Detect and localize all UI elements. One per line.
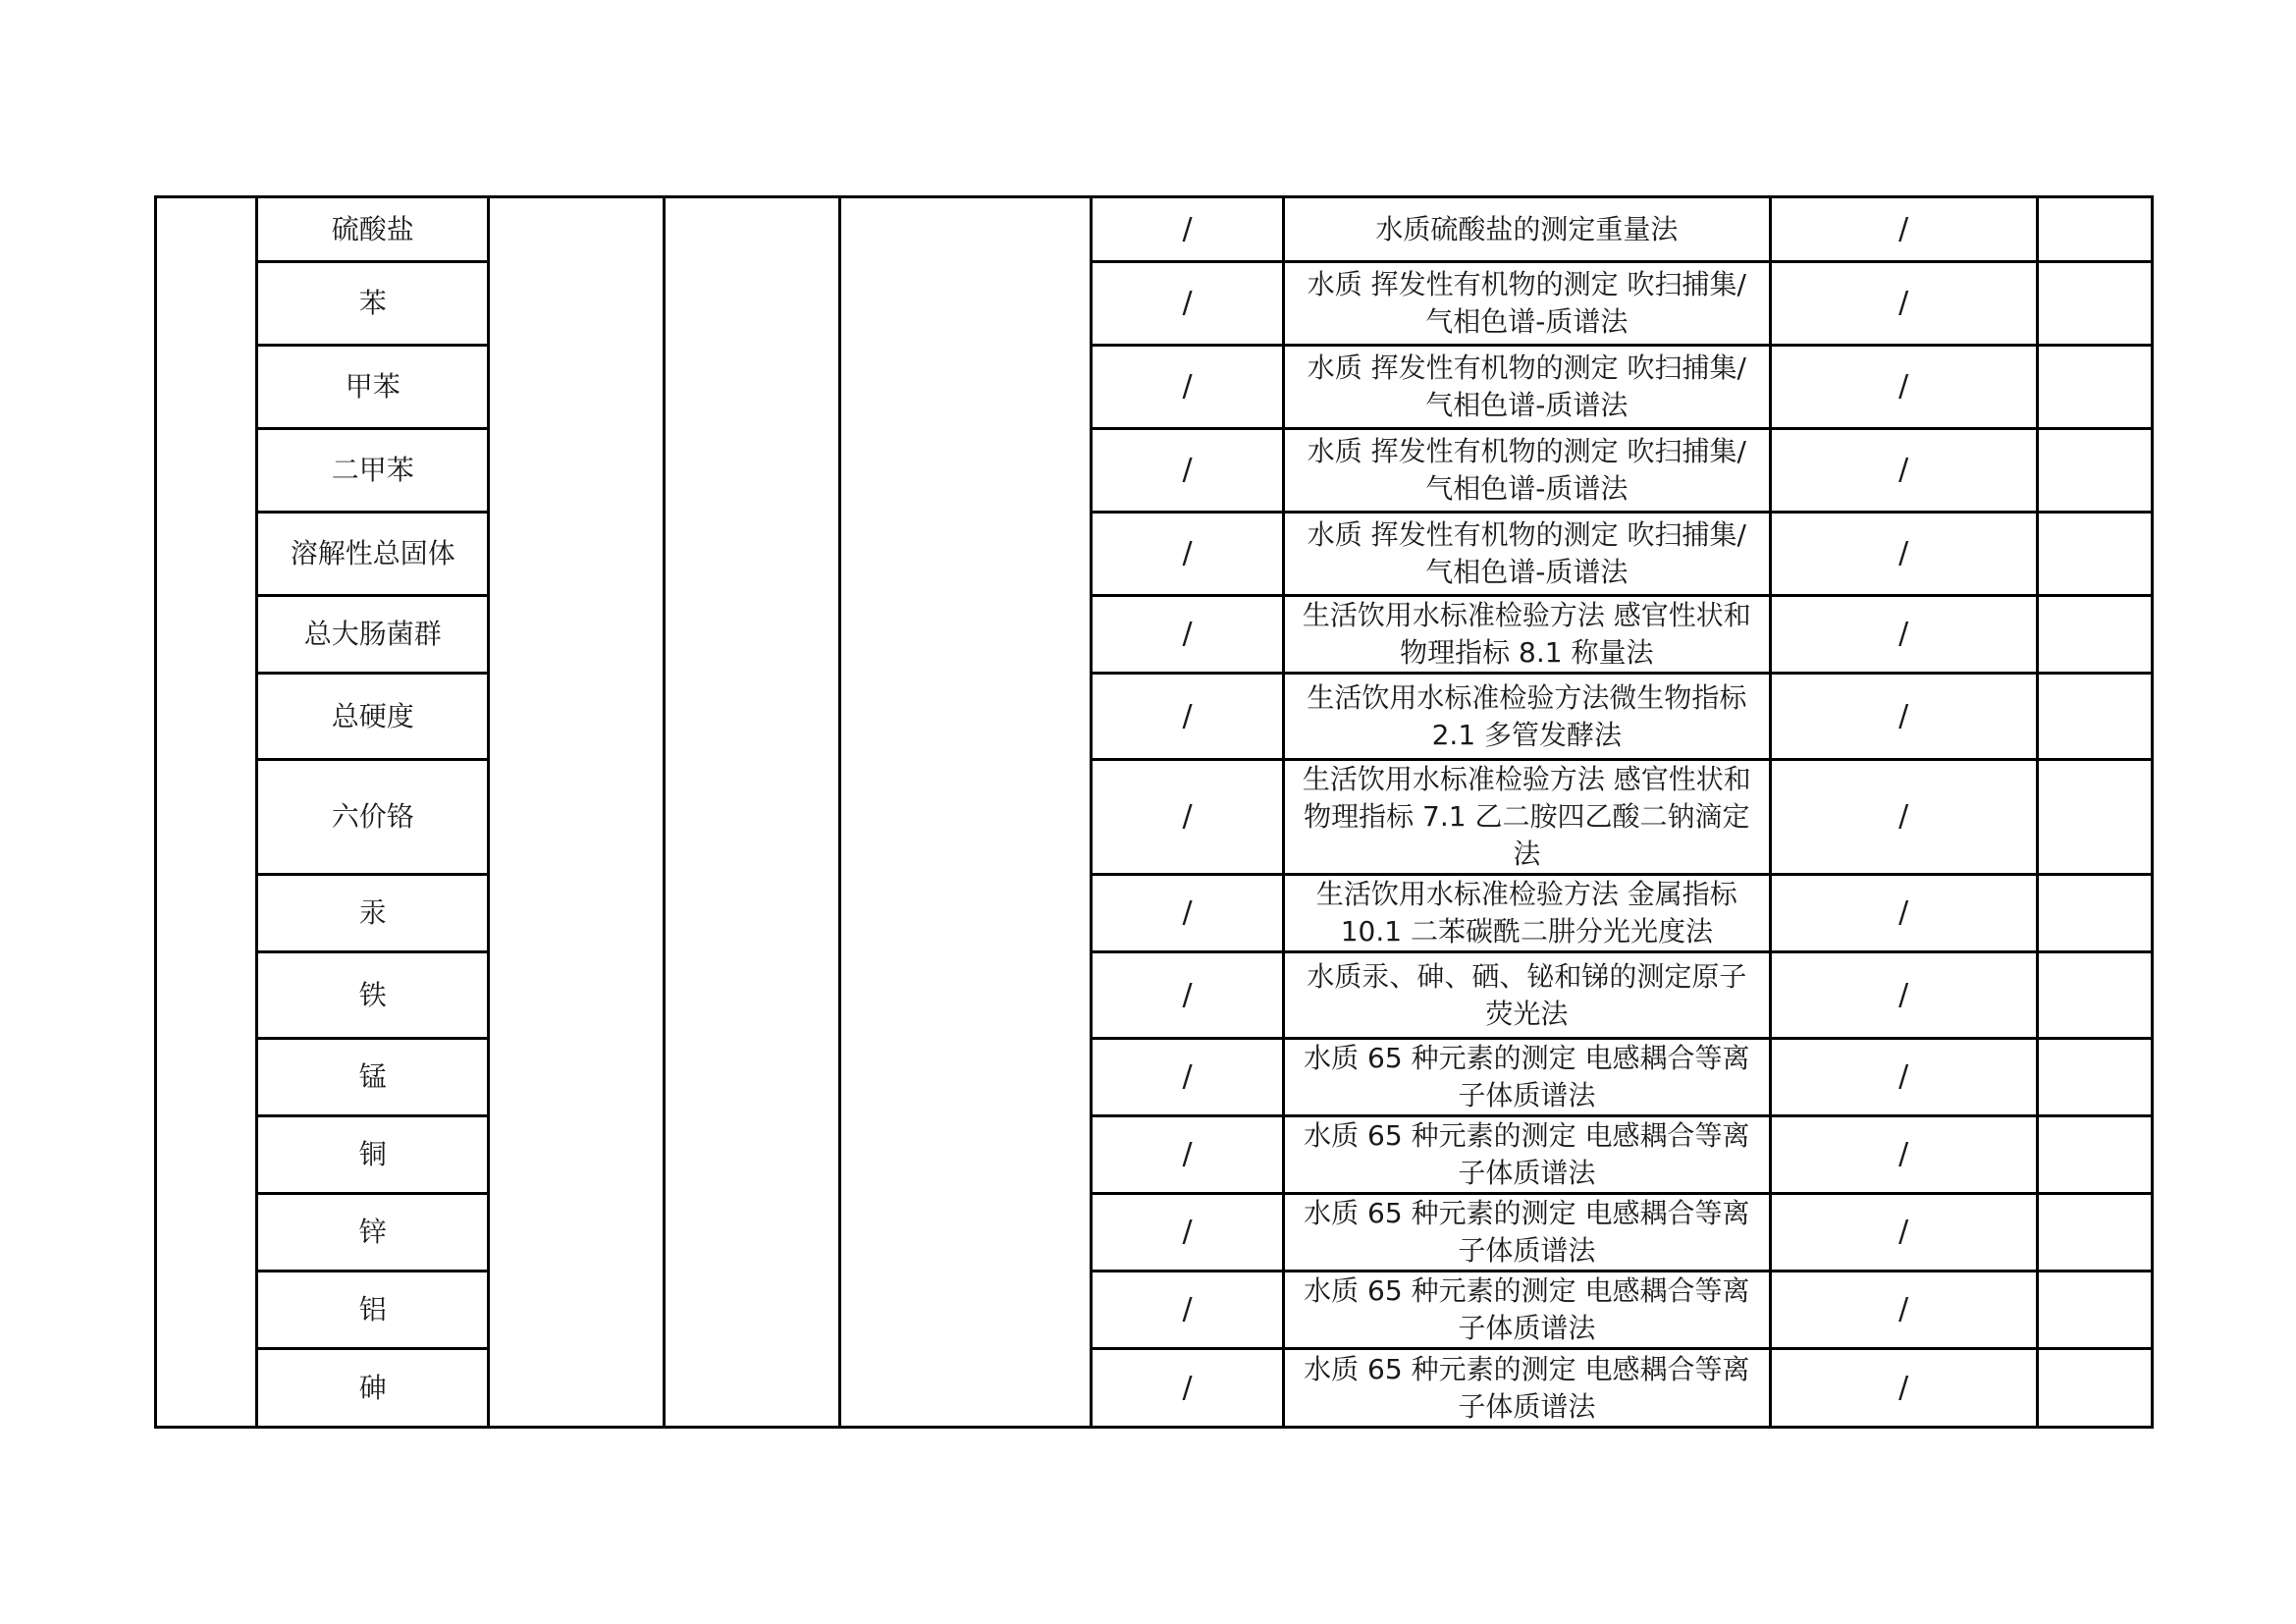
item-cell: 锌 [257, 1194, 489, 1272]
item-cell: 硫酸盐 [257, 197, 489, 262]
method-cell: 水质 65 种元素的测定 电感耦合等离子体质谱法 [1284, 1116, 1770, 1194]
empty-cell [2037, 952, 2152, 1039]
method-cell: 水质 65 种元素的测定 电感耦合等离子体质谱法 [1284, 1039, 1770, 1116]
item-cell: 六价铬 [257, 760, 489, 875]
item-cell: 汞 [257, 875, 489, 952]
slash-cell: / [1091, 346, 1283, 429]
method-cell: 水质 65 种元素的测定 电感耦合等离子体质谱法 [1284, 1272, 1770, 1349]
item-cell: 锰 [257, 1039, 489, 1116]
item-cell: 铁 [257, 952, 489, 1039]
method-cell: 生活饮用水标准检验方法 金属指标 10.1 二苯碳酰二肼分光光度法 [1284, 875, 1770, 952]
method-cell: 生活饮用水标准检验方法 感官性状和物理指标 8.1 称量法 [1284, 596, 1770, 674]
table-row [156, 760, 2153, 875]
slash-cell: / [1091, 674, 1283, 760]
slash-cell: / [1091, 760, 1283, 875]
item-cell: 砷 [257, 1349, 489, 1428]
slash-cell-2: / [1770, 1349, 2037, 1428]
table-row [156, 346, 2153, 429]
slash-cell-2: / [1770, 596, 2037, 674]
slash-cell-2: / [1770, 1116, 2037, 1194]
slash-cell: / [1091, 596, 1283, 674]
slash-cell-2: / [1770, 760, 2037, 875]
slash-cell: / [1091, 1272, 1283, 1349]
method-cell: 水质 挥发性有机物的测定 吹扫捕集/气相色谱-质谱法 [1284, 513, 1770, 596]
slash-cell: / [1091, 952, 1283, 1039]
method-cell: 水质 65 种元素的测定 电感耦合等离子体质谱法 [1284, 1194, 1770, 1272]
slash-cell: / [1091, 1349, 1283, 1428]
table-row [156, 513, 2153, 596]
table-row [156, 1272, 2153, 1349]
slash-cell: / [1091, 262, 1283, 346]
item-cell: 总硬度 [257, 674, 489, 760]
empty-cell [2037, 674, 2152, 760]
merged-cell-col1 [156, 197, 257, 1428]
item-cell: 甲苯 [257, 346, 489, 429]
slash-cell-2: / [1770, 262, 2037, 346]
empty-cell [2037, 1116, 2152, 1194]
item-cell: 铜 [257, 1116, 489, 1194]
table-row [156, 875, 2153, 952]
slash-cell: / [1091, 513, 1283, 596]
slash-cell: / [1091, 429, 1283, 513]
empty-cell [2037, 197, 2152, 262]
method-cell: 生活饮用水标准检验方法微生物指标 2.1 多管发酵法 [1284, 674, 1770, 760]
empty-cell [2037, 1272, 2152, 1349]
table-body [156, 197, 2153, 1428]
empty-cell [2037, 760, 2152, 875]
table-row [156, 596, 2153, 674]
empty-cell [2037, 262, 2152, 346]
slash-cell: / [1091, 197, 1283, 262]
item-cell: 二甲苯 [257, 429, 489, 513]
slash-cell: / [1091, 875, 1283, 952]
slash-cell-2: / [1770, 1039, 2037, 1116]
slash-cell: / [1091, 1194, 1283, 1272]
table-row [156, 1194, 2153, 1272]
table-row [156, 197, 2153, 262]
empty-cell [2037, 1194, 2152, 1272]
slash-cell-2: / [1770, 674, 2037, 760]
item-cell: 铝 [257, 1272, 489, 1349]
slash-cell: / [1091, 1116, 1283, 1194]
empty-cell [2037, 346, 2152, 429]
table-row [156, 1116, 2153, 1194]
empty-cell [2037, 513, 2152, 596]
method-cell: 水质 挥发性有机物的测定 吹扫捕集/气相色谱-质谱法 [1284, 429, 1770, 513]
slash-cell-2: / [1770, 346, 2037, 429]
item-cell: 总大肠菌群 [257, 596, 489, 674]
method-cell: 水质 挥发性有机物的测定 吹扫捕集/气相色谱-质谱法 [1284, 346, 1770, 429]
table-row [156, 674, 2153, 760]
table-row [156, 429, 2153, 513]
merged-cell-col5 [839, 197, 1091, 1428]
slash-cell-2: / [1770, 429, 2037, 513]
method-cell: 水质汞、砷、硒、铋和锑的测定原子荧光法 [1284, 952, 1770, 1039]
merged-cell-col4 [665, 197, 839, 1428]
table-row [156, 1349, 2153, 1428]
method-cell: 水质 65 种元素的测定 电感耦合等离子体质谱法 [1284, 1349, 1770, 1428]
slash-cell-2: / [1770, 513, 2037, 596]
table-row [156, 262, 2153, 346]
table-row [156, 1039, 2153, 1116]
empty-cell [2037, 429, 2152, 513]
slash-cell: / [1091, 1039, 1283, 1116]
slash-cell-2: / [1770, 875, 2037, 952]
merged-cell-col3 [489, 197, 665, 1428]
table-row [156, 952, 2153, 1039]
item-cell: 苯 [257, 262, 489, 346]
method-cell: 水质 挥发性有机物的测定 吹扫捕集/气相色谱-质谱法 [1284, 262, 1770, 346]
empty-cell [2037, 596, 2152, 674]
slash-cell-2: / [1770, 952, 2037, 1039]
slash-cell-2: / [1770, 1194, 2037, 1272]
empty-cell [2037, 875, 2152, 952]
slash-cell-2: / [1770, 197, 2037, 262]
test-method-table [154, 195, 2154, 1429]
slash-cell-2: / [1770, 1272, 2037, 1349]
method-cell: 生活饮用水标准检验方法 感官性状和物理指标 7.1 乙二胺四乙酸二钠滴定法 [1284, 760, 1770, 875]
method-cell: 水质硫酸盐的测定重量法 [1284, 197, 1770, 262]
item-cell: 溶解性总固体 [257, 513, 489, 596]
empty-cell [2037, 1349, 2152, 1428]
empty-cell [2037, 1039, 2152, 1116]
